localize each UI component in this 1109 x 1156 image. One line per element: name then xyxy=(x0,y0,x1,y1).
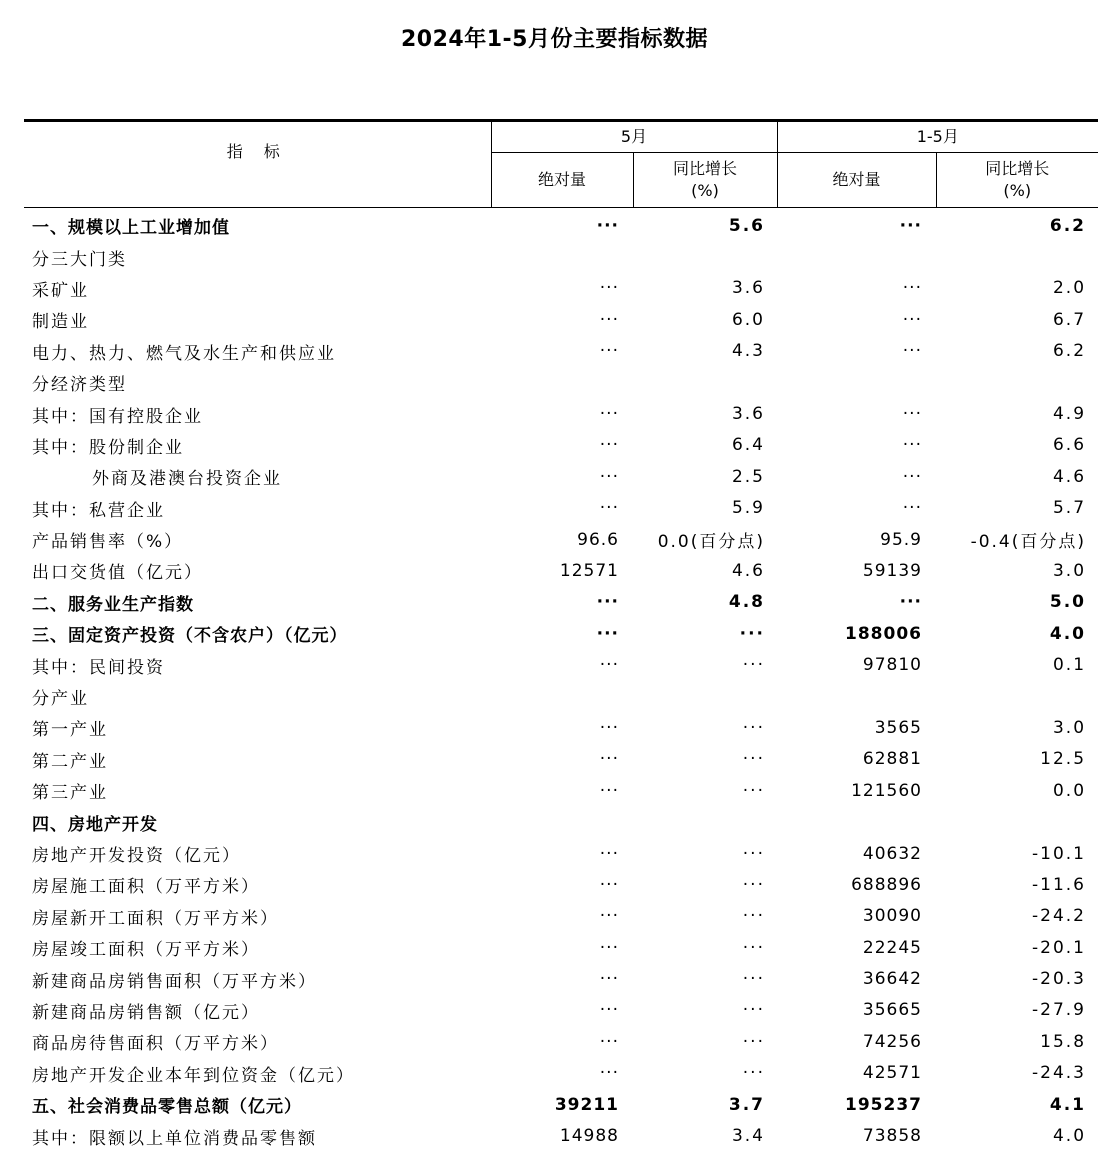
table-row xyxy=(24,838,1098,869)
row-label: 房地产开发企业本年到位资金（亿元） xyxy=(32,1065,355,1086)
table-row xyxy=(24,744,1098,775)
table-row xyxy=(24,649,1098,680)
yoy-header-line1: 同比增长 xyxy=(985,159,1050,178)
may-abs-value: 14988 xyxy=(559,1126,619,1147)
may-abs-value: ··· xyxy=(599,1031,619,1052)
may-yoy-value: 2.5 xyxy=(731,466,765,487)
table-row xyxy=(24,555,1098,586)
row-label: 五、社会消费品零售总额（亿元） xyxy=(32,1097,302,1118)
jan-may-abs-value: 97810 xyxy=(862,655,922,676)
may-abs-value: 39211 xyxy=(554,1094,619,1115)
may-yoy-value: ··· xyxy=(742,780,765,801)
jan-may-yoy-value: 5.0 xyxy=(1049,592,1087,613)
may-abs-value xyxy=(491,681,633,712)
row-label: 四、房地产开发 xyxy=(32,814,158,835)
jan-may-abs-value: 195237 xyxy=(845,1094,922,1115)
jan-may-yoy-value: 15.8 xyxy=(1040,1031,1087,1052)
table-row xyxy=(24,869,1098,900)
row-label: 第一产业 xyxy=(32,720,108,741)
row-label: 新建商品房销售面积（万平方米） xyxy=(32,971,317,992)
jan-may-abs-value: 188006 xyxy=(845,623,922,644)
jan-may-yoy-value: 0.0 xyxy=(1052,780,1087,801)
jan-may-group-header: 1-5月 xyxy=(777,121,1098,153)
may-yoy-value: ··· xyxy=(742,937,765,958)
jan-may-yoy-value: 6.6 xyxy=(1052,435,1087,456)
may-yoy-value: ··· xyxy=(742,749,765,770)
may-yoy-value: 6.4 xyxy=(731,435,765,456)
may-abs-value: ··· xyxy=(599,435,619,456)
may-yoy-value: ··· xyxy=(742,1063,765,1084)
table-row xyxy=(24,587,1098,618)
jan-may-abs-value: 121560 xyxy=(851,780,922,801)
jan-may-abs-value: 35665 xyxy=(862,1000,922,1021)
table-row xyxy=(24,932,1098,963)
jan-may-yoy-value: -10.1 xyxy=(1032,843,1087,864)
jan-may-yoy-value: -24.3 xyxy=(1032,1063,1087,1084)
jan-may-yoy-value: 12.5 xyxy=(1040,749,1087,770)
may-abs-header: 绝对量 xyxy=(491,153,633,208)
page-title: 2024年1-5月份主要指标数据 xyxy=(401,27,708,52)
may-yoy-value: 4.8 xyxy=(728,592,765,613)
may-abs-value: ··· xyxy=(599,1063,619,1084)
yoy-header-line2: (%) xyxy=(691,181,719,200)
row-label: 商品房待售面积（万平方米） xyxy=(32,1034,279,1055)
jan-may-yoy-value: -27.9 xyxy=(1032,1000,1087,1021)
table-row xyxy=(24,963,1098,994)
may-yoy-value: ··· xyxy=(742,969,765,990)
may-abs-value: ··· xyxy=(599,278,619,299)
jan-may-abs-value: 42571 xyxy=(862,1063,922,1084)
may-abs-value: ··· xyxy=(599,655,619,676)
may-abs-value: ··· xyxy=(599,341,619,362)
jan-may-abs-value: 40632 xyxy=(862,843,922,864)
table-row xyxy=(24,1089,1098,1120)
jan-may-abs-value xyxy=(777,806,936,837)
jan-may-yoy-value: -20.1 xyxy=(1032,937,1087,958)
may-yoy-value xyxy=(633,367,777,398)
indicator-header: 指 标 xyxy=(24,121,491,208)
may-abs-value: ··· xyxy=(599,404,619,425)
may-group-header: 5月 xyxy=(491,121,777,153)
jan-may-abs-value: ··· xyxy=(902,341,922,362)
jan-may-abs-value: 30090 xyxy=(862,906,922,927)
may-yoy-value xyxy=(633,681,777,712)
may-yoy-value: ··· xyxy=(742,655,765,676)
table-row xyxy=(24,995,1098,1026)
jan-may-yoy-value: 5.7 xyxy=(1052,498,1087,519)
jan-may-abs-header: 绝对量 xyxy=(777,153,936,208)
row-label: 其中：国有控股企业 xyxy=(32,406,203,427)
jan-may-abs-value: ··· xyxy=(902,278,922,299)
table-row xyxy=(24,398,1098,429)
row-label: 一、规模以上工业增加值 xyxy=(32,218,230,239)
jan-may-yoy-value: 3.0 xyxy=(1052,717,1087,738)
may-abs-value xyxy=(491,241,633,272)
row-label: 二、服务业生产指数 xyxy=(32,594,194,615)
row-label: 其中：股份制企业 xyxy=(32,437,184,458)
may-abs-value: ··· xyxy=(599,906,619,927)
row-label: 分产业 xyxy=(32,689,89,710)
may-yoy-header xyxy=(633,153,777,208)
may-yoy-value: 6.0 xyxy=(731,309,765,330)
row-label: 采矿业 xyxy=(32,280,89,301)
may-abs-value: ··· xyxy=(599,937,619,958)
table-row xyxy=(24,336,1098,367)
may-abs-value: ··· xyxy=(599,843,619,864)
may-yoy-value: ··· xyxy=(742,874,765,895)
indicator-table xyxy=(24,119,1098,1152)
may-abs-value: ··· xyxy=(596,215,619,236)
jan-may-yoy-value xyxy=(936,681,1098,712)
table-row xyxy=(24,806,1098,837)
row-label: 房屋竣工面积（万平方米） xyxy=(32,940,260,961)
jan-may-abs-value xyxy=(777,367,936,398)
jan-may-abs-value: ··· xyxy=(902,435,922,456)
table-row xyxy=(24,775,1098,806)
row-label: 房屋施工面积（万平方米） xyxy=(32,877,260,898)
table-row xyxy=(24,241,1098,272)
table-row xyxy=(24,461,1098,492)
row-label: 分三大门类 xyxy=(32,249,127,270)
jan-may-abs-value: 73858 xyxy=(862,1126,922,1147)
may-abs-value xyxy=(491,367,633,398)
jan-may-yoy-value: 4.6 xyxy=(1052,466,1087,487)
may-abs-value: ··· xyxy=(599,969,619,990)
row-label: 出口交货值（亿元） xyxy=(32,563,203,584)
table-body xyxy=(24,208,1098,1152)
jan-may-yoy-value: 4.0 xyxy=(1052,1126,1087,1147)
table-row xyxy=(24,367,1098,398)
table-row xyxy=(24,712,1098,743)
jan-may-yoy-value: 3.0 xyxy=(1052,560,1087,581)
jan-may-yoy-value xyxy=(936,241,1098,272)
row-label: 三、固定资产投资（不含农户）（亿元） xyxy=(32,626,348,647)
may-yoy-value: 5.9 xyxy=(731,498,765,519)
jan-may-yoy-value: -0.4(百分点) xyxy=(970,532,1087,553)
row-label: 其中：民间投资 xyxy=(32,657,165,678)
may-yoy-value: 4.6 xyxy=(731,560,765,581)
jan-may-abs-value xyxy=(777,681,936,712)
jan-may-yoy-value: 6.2 xyxy=(1052,341,1087,362)
jan-may-abs-value: 59139 xyxy=(862,560,922,581)
may-abs-value: ··· xyxy=(599,780,619,801)
table-header xyxy=(24,121,1098,208)
row-label: 房地产开发投资（亿元） xyxy=(32,846,241,866)
jan-may-yoy-value: 6.2 xyxy=(1049,215,1087,236)
jan-may-yoy-value: -11.6 xyxy=(1032,874,1087,895)
may-abs-value: ··· xyxy=(599,874,619,895)
jan-may-abs-value: 688896 xyxy=(851,874,922,895)
row-label: 产品销售率（%） xyxy=(32,532,184,553)
may-abs-value: ··· xyxy=(599,717,619,738)
yoy-header-line1: 同比增长 xyxy=(672,159,737,178)
may-yoy-value: ··· xyxy=(742,1031,765,1052)
jan-may-abs-value: 74256 xyxy=(862,1031,922,1052)
row-label: 新建商品房销售额（亿元） xyxy=(32,1002,260,1023)
jan-may-yoy-value: 4.0 xyxy=(1049,623,1087,644)
yoy-header-line2: (%) xyxy=(1003,181,1032,200)
row-label: 外商及港澳台投资企业 xyxy=(92,469,282,490)
row-label: 制造业 xyxy=(32,312,89,333)
table-row xyxy=(24,1026,1098,1057)
row-label: 房屋新开工面积（万平方米） xyxy=(32,908,279,929)
may-yoy-value: 3.4 xyxy=(731,1126,765,1147)
table-row xyxy=(24,1120,1098,1151)
jan-may-yoy-value: 4.1 xyxy=(1049,1094,1087,1115)
may-yoy-value: 0.0(百分点) xyxy=(657,532,765,553)
jan-may-yoy-value: 4.9 xyxy=(1052,404,1087,425)
may-abs-value xyxy=(491,806,633,837)
jan-may-abs-value: 36642 xyxy=(862,969,922,990)
may-abs-value: 96.6 xyxy=(577,529,619,550)
row-label: 电力、热力、燃气及水生产和供应业 xyxy=(32,343,336,364)
table-row xyxy=(24,618,1098,649)
jan-may-abs-value: 22245 xyxy=(862,937,922,958)
jan-may-yoy-value: 2.0 xyxy=(1052,278,1087,299)
may-yoy-value: 3.6 xyxy=(731,404,765,425)
jan-may-abs-value: 95.9 xyxy=(880,529,922,550)
jan-may-yoy-value: 6.7 xyxy=(1052,309,1087,330)
may-yoy-value: ··· xyxy=(742,843,765,864)
table-row xyxy=(24,304,1098,335)
table-row xyxy=(24,524,1098,555)
may-abs-value: ··· xyxy=(599,466,619,487)
may-abs-value: ··· xyxy=(599,1000,619,1021)
may-abs-value: 12571 xyxy=(559,560,619,581)
jan-may-yoy-header xyxy=(936,153,1098,208)
may-yoy-value: ··· xyxy=(742,906,765,927)
table-row xyxy=(24,208,1098,242)
row-label: 第三产业 xyxy=(32,783,108,804)
may-yoy-value: ··· xyxy=(742,717,765,738)
jan-may-yoy-value xyxy=(936,367,1098,398)
jan-may-abs-value: ··· xyxy=(899,215,922,236)
jan-may-abs-value: ··· xyxy=(902,498,922,519)
jan-may-abs-value: ··· xyxy=(902,309,922,330)
may-yoy-value: 3.6 xyxy=(731,278,765,299)
may-yoy-value: 5.6 xyxy=(728,215,765,236)
jan-may-abs-value xyxy=(777,241,936,272)
may-abs-value: ··· xyxy=(599,309,619,330)
may-yoy-value: 3.7 xyxy=(728,1094,765,1115)
jan-may-yoy-value: -24.2 xyxy=(1032,906,1087,927)
may-yoy-value: 4.3 xyxy=(731,341,765,362)
table-row xyxy=(24,430,1098,461)
may-yoy-value xyxy=(633,241,777,272)
may-yoy-value xyxy=(633,806,777,837)
row-label: 分经济类型 xyxy=(32,375,127,396)
jan-may-abs-value: ··· xyxy=(902,466,922,487)
jan-may-abs-value: ··· xyxy=(902,404,922,425)
table-row xyxy=(24,901,1098,932)
may-abs-value: ··· xyxy=(599,498,619,519)
table-row xyxy=(24,681,1098,712)
table-row xyxy=(24,1058,1098,1089)
jan-may-abs-value: 62881 xyxy=(862,749,922,770)
jan-may-abs-value: ··· xyxy=(899,592,922,613)
jan-may-abs-value: 3565 xyxy=(874,717,922,738)
row-label: 第二产业 xyxy=(32,751,108,772)
may-abs-value: ··· xyxy=(596,592,619,613)
may-yoy-value: ··· xyxy=(742,1000,765,1021)
may-abs-value: ··· xyxy=(596,623,619,644)
row-label: 其中：限额以上单位消费品零售额 xyxy=(32,1128,317,1149)
row-label: 其中：私营企业 xyxy=(32,500,165,521)
jan-may-yoy-value xyxy=(936,806,1098,837)
jan-may-yoy-value: 0.1 xyxy=(1052,655,1087,676)
table-row xyxy=(24,493,1098,524)
jan-may-yoy-value: -20.3 xyxy=(1032,969,1087,990)
may-yoy-value: ··· xyxy=(739,623,765,644)
may-abs-value: ··· xyxy=(599,749,619,770)
table-row xyxy=(24,273,1098,304)
